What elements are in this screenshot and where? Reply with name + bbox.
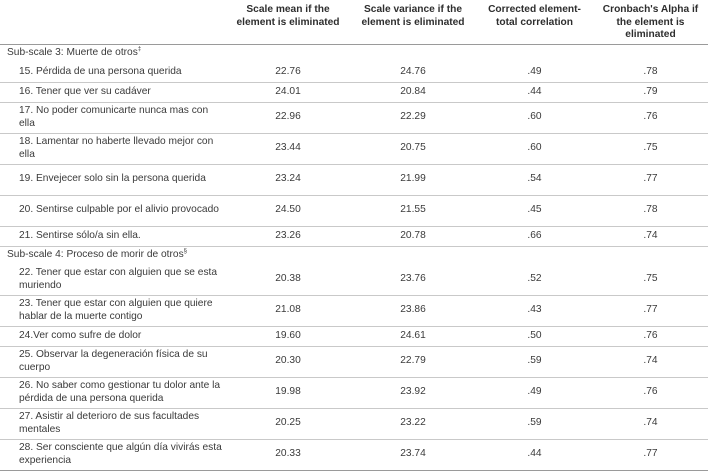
table-row — [0, 439, 708, 470]
correlation-cell: .44 — [527, 448, 542, 460]
alpha-cell: .79 — [643, 85, 658, 97]
item-label: 23. Tener que estar con alguien que quiere hablar de la muerte contigo — [19, 298, 213, 322]
table-row — [0, 265, 708, 296]
table-row — [0, 226, 708, 246]
table-row — [0, 164, 708, 195]
correlation-cell: .52 — [527, 273, 542, 285]
item-label: 17. No poder comunicarte nunca mas con ella — [19, 105, 209, 129]
scale-variance-cell: 20.84 — [400, 85, 426, 97]
table-row — [0, 346, 708, 377]
section-row — [0, 44, 708, 63]
table-row — [0, 408, 708, 439]
table-header — [0, 0, 708, 44]
scale-mean-cell: 20.25 — [275, 417, 301, 429]
alpha-cell: .75 — [643, 142, 658, 154]
scale-variance-cell: 23.76 — [400, 273, 426, 285]
scale-variance-cell: 23.74 — [400, 448, 426, 460]
scale-variance-cell: 24.76 — [400, 65, 426, 77]
scale-mean-cell: 19.98 — [275, 386, 301, 398]
section-title-text: Sub-scale 4: Proceso de morir de otros — [7, 249, 184, 261]
header-row — [0, 0, 708, 44]
scale-variance-cell: 20.78 — [400, 229, 426, 241]
alpha-cell: .78 — [643, 65, 658, 77]
table-row — [0, 82, 708, 102]
scale-variance-cell: 21.55 — [400, 204, 426, 216]
item-label: 15. Pérdida de una persona querida — [19, 65, 182, 77]
section-title-text: Sub-scale 3: Muerte de otros — [7, 47, 138, 59]
alpha-cell: .76 — [643, 111, 658, 123]
item-label: 25. Observar la degeneración física de su cuerpo — [19, 349, 208, 373]
alpha-cell: .77 — [643, 304, 658, 316]
section-row — [0, 246, 708, 265]
item-label: 22. Tener que estar con alguien que se esta muriendo — [19, 267, 218, 291]
table-row — [0, 63, 708, 83]
scale-mean-cell: 23.26 — [275, 229, 301, 241]
item-label: 19. Envejecer solo sin la persona querida — [19, 173, 206, 185]
item-label: 18. Lamentar no haberte llevado mejor con ella — [19, 136, 214, 160]
correlation-cell: .59 — [527, 355, 542, 367]
header-scale-variance: Scale variance if the element is eliminated — [361, 4, 465, 28]
table-row — [0, 377, 708, 408]
table-body — [0, 44, 708, 470]
alpha-cell: .76 — [643, 329, 658, 341]
correlation-cell: .43 — [527, 304, 542, 316]
scale-mean-cell: 21.08 — [275, 304, 301, 316]
correlation-cell: .66 — [527, 229, 542, 241]
scale-mean-cell: 20.30 — [275, 355, 301, 367]
table-row — [0, 133, 708, 164]
scale-mean-cell: 20.33 — [275, 448, 301, 460]
footnote-mark: § — [183, 248, 188, 255]
footnote-mark: ‡ — [137, 46, 142, 53]
header-scale-mean: Scale mean if the element is eliminated — [236, 4, 340, 28]
alpha-cell: .75 — [643, 273, 658, 285]
correlation-cell: .44 — [527, 85, 542, 97]
scale-mean-cell: 24.01 — [275, 85, 301, 97]
scale-mean-cell: 24.50 — [275, 204, 301, 216]
table-row — [0, 295, 708, 326]
item-label: 16. Tener que ver su cadáver — [19, 85, 151, 97]
scale-mean-cell: 19.60 — [275, 329, 301, 341]
table-row — [0, 195, 708, 226]
alpha-cell: .74 — [643, 355, 658, 367]
scale-mean-cell: 22.96 — [275, 111, 301, 123]
alpha-cell: .78 — [643, 204, 658, 216]
item-label: 26. No saber como gestionar tu dolor ante la pérdida de una persona querida — [19, 380, 221, 404]
table-row — [0, 102, 708, 133]
scale-mean-cell: 22.76 — [275, 65, 301, 77]
scale-variance-cell: 23.22 — [400, 417, 426, 429]
scale-variance-cell: 22.79 — [400, 355, 426, 367]
header-corrected-correlation: Corrected element-total correlation — [488, 4, 581, 28]
scale-variance-cell: 24.61 — [400, 329, 426, 341]
alpha-cell: .76 — [643, 386, 658, 398]
section-title — [0, 246, 708, 265]
scale-variance-cell: 22.29 — [400, 111, 426, 123]
correlation-cell: .60 — [527, 142, 542, 154]
item-label: 27. Asistir al deterioro de sus facultades mentales — [19, 411, 200, 435]
correlation-cell: .49 — [527, 386, 542, 398]
alpha-cell: .77 — [643, 173, 658, 185]
header-cronbach-alpha: Cronbach's Alpha if the element is eliminated — [602, 4, 699, 40]
header-item — [0, 0, 226, 44]
correlation-cell: .45 — [527, 204, 542, 216]
alpha-cell: .77 — [643, 448, 658, 460]
item-label: 20. Sentirse culpable por el alivio provocado — [19, 204, 219, 216]
alpha-cell: .74 — [643, 417, 658, 429]
item-label: 28. Ser consciente que algún día vivirás esta experiencia — [19, 442, 222, 466]
scale-variance-cell: 23.92 — [400, 386, 426, 398]
scale-mean-cell: 23.24 — [275, 173, 301, 185]
scale-variance-cell: 20.75 — [400, 142, 426, 154]
scale-mean-cell: 23.44 — [275, 142, 301, 154]
correlation-cell: .50 — [527, 329, 542, 341]
scale-mean-cell: 20.38 — [275, 273, 301, 285]
alpha-cell: .74 — [643, 229, 658, 241]
correlation-cell: .59 — [527, 417, 542, 429]
item-label: 21. Sentirse sólo/a sin ella. — [19, 229, 141, 241]
scale-variance-cell: 23.86 — [400, 304, 426, 316]
scale-variance-cell: 21.99 — [400, 173, 426, 185]
item-label: 24.Ver como sufre de dolor — [19, 329, 142, 341]
table-row — [0, 326, 708, 346]
correlation-cell: .49 — [527, 65, 542, 77]
correlation-cell: .60 — [527, 111, 542, 123]
correlation-cell: .54 — [527, 173, 542, 185]
section-title — [0, 44, 708, 63]
